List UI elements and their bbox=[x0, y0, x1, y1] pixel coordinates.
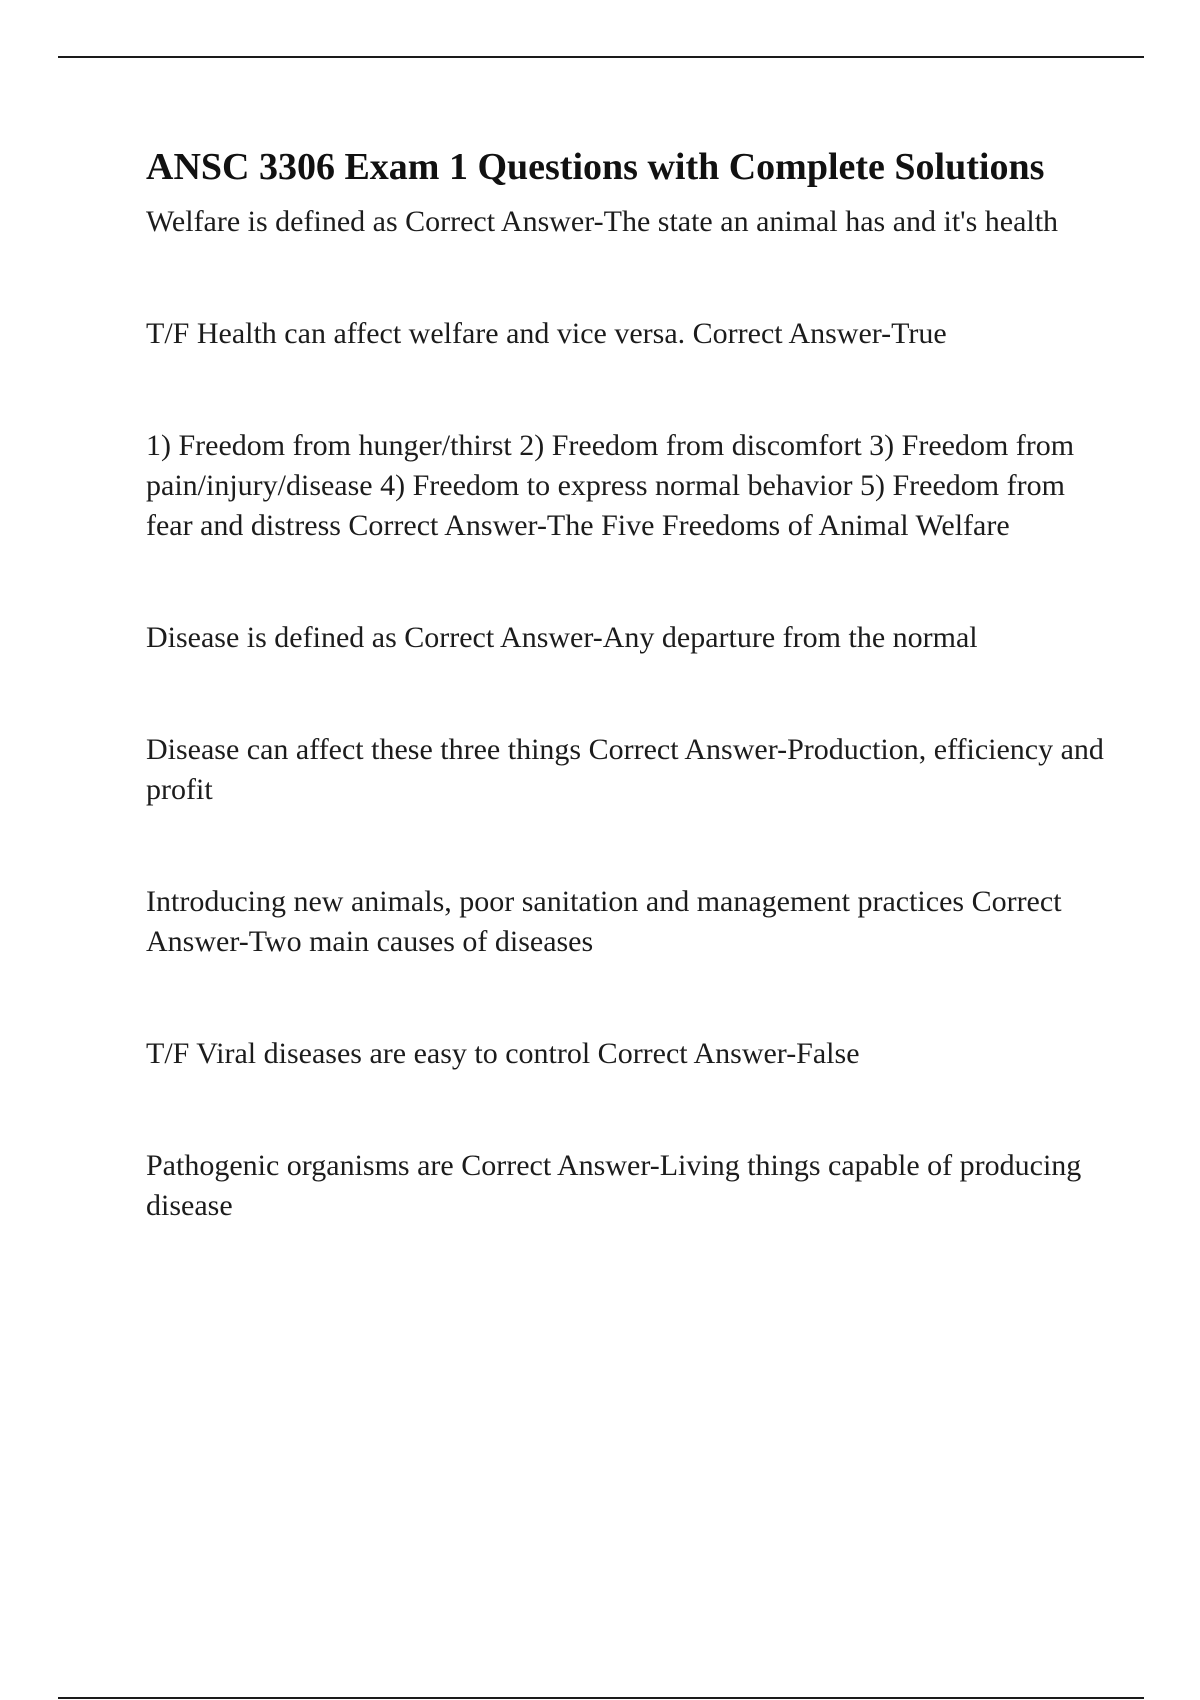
qa-item: Disease can affect these three things Correct Answer-Production, efficiency and profit bbox=[146, 733, 1104, 806]
qa-item: T/F Health can affect welfare and vice versa. Correct Answer-True bbox=[146, 317, 947, 350]
document-body bbox=[146, 142, 1106, 1298]
qa-item: Welfare is defined as Correct Answer-The state an animal has and it's health bbox=[146, 205, 1059, 238]
qa-item: Disease is defined as Correct Answer-Any departure from the normal bbox=[146, 621, 978, 654]
qa-item: Introducing new animals, poor sanitation and management practices Correct Answer-Two main causes of diseases bbox=[146, 885, 1062, 958]
header-rule bbox=[58, 56, 1144, 58]
document-title: ANSC 3306 Exam 1 Questions with Complete Solutions bbox=[146, 146, 1045, 188]
footer-rule bbox=[58, 1697, 1144, 1699]
qa-item: Pathogenic organisms are Correct Answer-Living things capable of producing disease bbox=[146, 1149, 1082, 1222]
qa-item: T/F Viral diseases are easy to control Correct Answer-False bbox=[146, 1037, 860, 1070]
qa-item: 1) Freedom from hunger/thirst 2) Freedom from discomfort 3) Freedom from pain/injury/disease 4) Freedom to express normal behavior 5) Freedom from fear and distress Correct Answer-The Five Freedoms of Animal Welfare bbox=[146, 429, 1075, 542]
